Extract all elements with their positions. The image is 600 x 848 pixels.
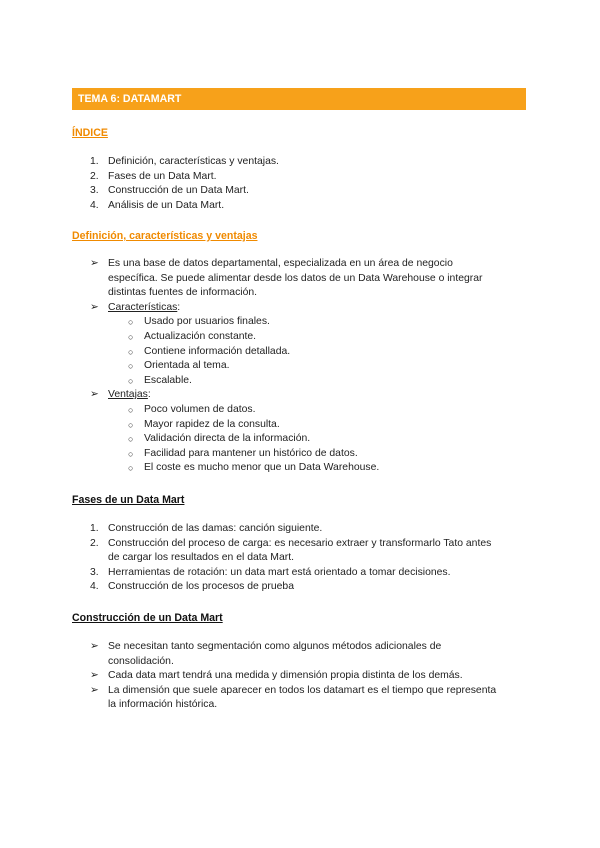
characteristics-label: Características — [108, 301, 178, 313]
item-number: 4. — [90, 199, 99, 211]
arrow-bullet-icon: ➢ — [90, 258, 99, 269]
item-text: Construcción del proceso de carga: es necesario extraer y transformarlo Tato antes — [108, 537, 492, 549]
text-line: Cada data mart tendrá una medida y dimensión propia distinta de los demás. — [108, 670, 463, 682]
item-text: Herramientas de rotación: un data mart está orientado a tomar decisiones. — [108, 566, 451, 578]
bullet-item — [90, 388, 530, 403]
list-item — [90, 580, 491, 595]
list-item — [90, 566, 491, 581]
item-text: de cargar los resultados en el data Mart. — [108, 552, 294, 564]
circle-bullet-icon: ○ — [128, 346, 134, 357]
item-text: Construcción de los procesos de prueba — [108, 581, 294, 593]
text-line: la información histórica. — [108, 699, 218, 711]
list-item — [90, 537, 491, 552]
list-item — [128, 374, 530, 389]
list-item — [128, 461, 530, 476]
item-text: Análisis de un Data Mart. — [108, 199, 225, 211]
phases-heading: Fases de un Data Mart — [72, 494, 185, 506]
list-item — [128, 432, 530, 447]
item-text: Definición, características y ventajas. — [108, 156, 279, 167]
advantages-label: Ventajas — [108, 389, 148, 401]
list-item — [128, 345, 530, 360]
arrow-bullet-icon: ➢ — [90, 684, 99, 696]
list-item — [128, 447, 530, 462]
list-item — [90, 199, 279, 214]
item-text: Construcción de las damas: canción siguiente. — [108, 523, 323, 534]
arrow-bullet-icon: ➢ — [90, 389, 99, 401]
text-line: Se necesitan tanto segmentación como algunos métodos adicionales de — [108, 641, 442, 652]
text-line: distintas fuentes de información. — [108, 287, 258, 299]
bullet-item — [90, 669, 530, 684]
list-item — [90, 184, 279, 199]
item-text: Poco volumen de datos. — [144, 403, 256, 415]
bullet-item — [90, 301, 530, 316]
item-number: 4. — [90, 581, 99, 593]
item-number: 2. — [90, 537, 99, 549]
circle-bullet-icon: ○ — [128, 463, 134, 474]
item-text: Fases de un Data Mart. — [108, 170, 217, 182]
item-text: Escalable. — [144, 374, 192, 386]
circle-bullet-icon: ○ — [128, 317, 134, 328]
circle-bullet-icon: ○ — [128, 361, 134, 372]
circle-bullet-icon: ○ — [128, 331, 134, 342]
list-item-continuation — [90, 551, 491, 566]
item-text: Facilidad para mantener un histórico de datos. — [144, 447, 358, 459]
circle-bullet-icon: ○ — [128, 375, 134, 386]
circle-bullet-icon: ○ — [128, 419, 134, 430]
list-item — [90, 522, 491, 537]
item-text: El coste es mucho menor que un Data Warehouse. — [144, 462, 380, 474]
bullet-item — [90, 640, 530, 669]
list-item — [128, 418, 530, 433]
circle-bullet-icon: ○ — [128, 434, 134, 445]
item-number: 3. — [90, 566, 99, 578]
item-text: Usado por usuarios finales. — [144, 316, 270, 328]
list-item — [90, 155, 279, 170]
colon: : — [177, 301, 181, 313]
list-item — [128, 315, 530, 330]
item-text: Construcción de un Data Mart. — [108, 185, 249, 197]
advantages-list — [90, 403, 530, 476]
arrow-bullet-icon: ➢ — [90, 641, 99, 652]
bullet-item — [90, 257, 530, 301]
list-item — [90, 170, 279, 185]
item-text: Actualización constante. — [144, 330, 257, 342]
arrow-bullet-icon: ➢ — [90, 301, 99, 313]
index-list — [90, 155, 279, 213]
list-item — [128, 403, 530, 418]
item-text: Mayor rapidez de la consulta. — [144, 418, 280, 430]
item-number: 1. — [90, 156, 99, 167]
text-line: específica. Se puede alimentar desde los datos de un Data Warehouse o integrar — [108, 272, 483, 284]
item-text: Contiene información detallada. — [144, 345, 291, 357]
construction-heading: Construcción de un Data Mart — [72, 612, 223, 624]
item-number: 2. — [90, 170, 99, 182]
arrow-bullet-icon: ➢ — [90, 670, 99, 682]
definition-block — [90, 257, 530, 476]
item-number: 3. — [90, 185, 99, 197]
topic-banner: TEMA 6: DATAMART — [72, 88, 526, 110]
text-line: Es una base de datos departamental, especializada en un área de negocio — [108, 258, 453, 269]
item-text: Orientada al tema. — [144, 360, 230, 372]
bullet-item — [90, 684, 530, 713]
item-number: 1. — [90, 523, 99, 534]
circle-bullet-icon: ○ — [128, 404, 134, 415]
text-line: La dimensión que suele aparecer en todos los datamart es el tiempo que representa — [108, 684, 497, 696]
text-line: consolidación. — [108, 655, 174, 667]
list-item — [128, 330, 530, 345]
list-item — [128, 359, 530, 374]
definition-heading: Definición, características y ventajas — [72, 230, 258, 242]
characteristics-list — [90, 315, 530, 388]
construction-block — [90, 640, 530, 713]
item-text: Validación directa de la información. — [144, 433, 311, 445]
phases-list — [90, 522, 491, 595]
colon: : — [147, 389, 151, 401]
index-heading: ÍNDICE — [72, 127, 108, 139]
circle-bullet-icon: ○ — [128, 448, 134, 459]
